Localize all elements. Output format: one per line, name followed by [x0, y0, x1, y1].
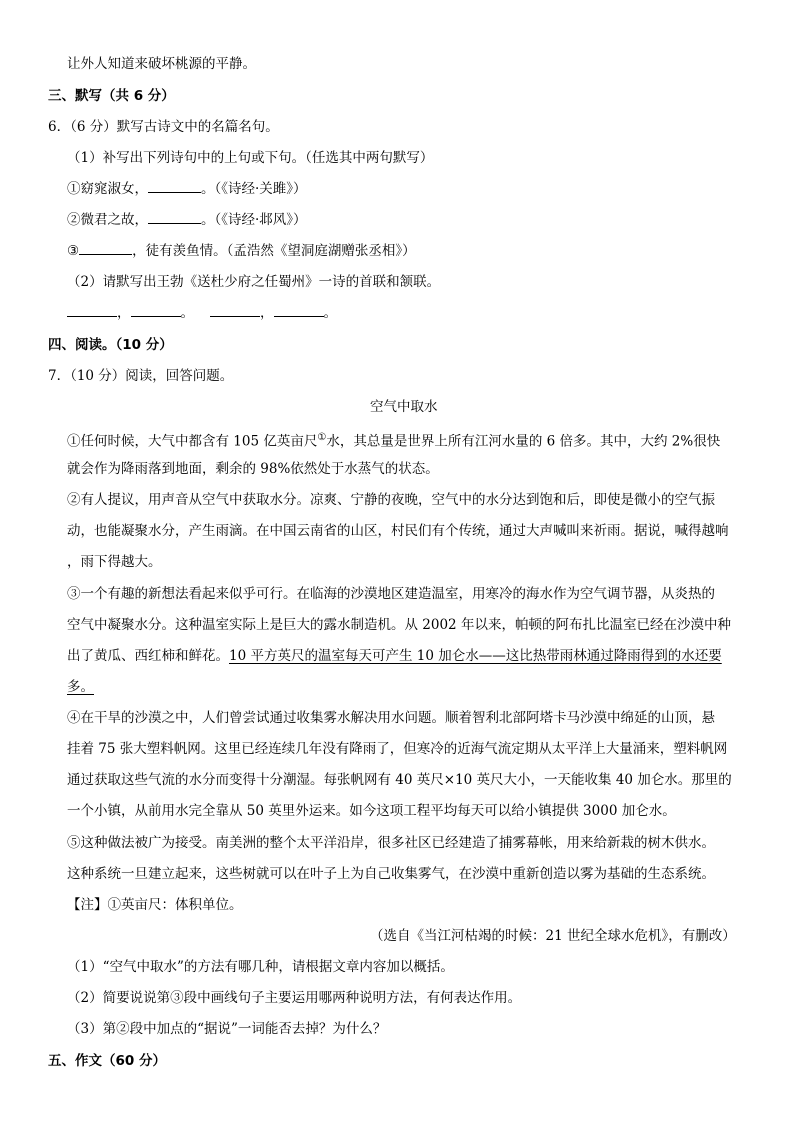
q6-sub1: （1）补写出下列诗句中的上句或下句。（任选其中两句默写）	[67, 150, 434, 166]
question-3: （3）第②段中加点的“据说”一词能否去掉？为什么？	[67, 1021, 387, 1037]
item2-pre: ②微君之故，	[67, 212, 148, 228]
period: 。	[323, 305, 337, 321]
p3-line3	[67, 647, 722, 665]
article-title: 空气中取水	[370, 399, 438, 415]
q6-item3	[67, 242, 416, 260]
answer-blank[interactable]	[148, 180, 201, 193]
p4-line2: 挂着 75 张大塑料帆网。这里已经连续几年没有降雨了，但寒冷的近海气流定期从太平洋上大量涌来，塑料帆网	[67, 741, 728, 757]
question-1: （1）“空气中取水”的方法有哪几种，请根据文章内容加以概括。	[67, 959, 454, 975]
p3-text: 出了黄瓜、西红柿和鲜花。	[67, 648, 229, 664]
question-2: （2）简要说说第③段中画线句子主要运用哪两种说明方法，有何表达作用。	[67, 990, 522, 1006]
item2-post: 。（《诗经·邶风》）	[201, 212, 307, 228]
p3-line4: 多。	[67, 679, 94, 695]
p5-line2: 这种系统一旦建立起来，这些树就可以在叶子上为自己收集雾气，在沙漠中重新创造以雾为基础的生态系统。	[67, 866, 715, 882]
item1-post: 。（《诗经·关雎》）	[201, 181, 307, 197]
underlined-sentence: 10 平方英尺的温室每天可产生 10 加仑水——这比热带雨林通过降雨得到的水还要	[229, 648, 722, 664]
answer-blank[interactable]	[148, 211, 201, 224]
answer-blank[interactable]	[274, 304, 324, 317]
answer-blank[interactable]	[67, 304, 117, 317]
p1-text-b: 水，其总量是世界上所有江河水量的 6 倍多。其中，大约 2%很快	[326, 433, 721, 450]
footnote-mark: ①	[317, 432, 327, 443]
p4-line3: 通过获取这些气流的水分而变得十分潮湿。每张帆网有 40 英尺×10 英尺大小，一天能收集 40 加仑水。那里的	[67, 772, 732, 788]
p1-text-a: ①任何时候，大气中都含有 105 亿英亩尺	[67, 433, 318, 450]
p3-line2: 空气中凝聚水分。这种温室实际上是巨大的露水制造机。从 2002 年以来，帕顿的阿布扎比温室已经在沙漠中种	[67, 617, 731, 633]
q6-item1	[67, 180, 307, 198]
q6-sub2: （2）请默写出王勃《送杜少府之任蜀州》一诗的首联和颔联。	[67, 274, 441, 290]
q6-stem: 6．（6 分）默写古诗文中的名篇名句。	[48, 119, 279, 135]
p4-line1: ④在干旱的沙漠之中，人们曾尝试通过收集雾水解决用水问题。顺着智利北部阿塔卡马沙漠中绵延的山顶，悬	[67, 710, 715, 726]
item3-pre: ③	[67, 243, 80, 259]
p1-line1	[67, 429, 720, 451]
section-3-title: 三、默写（共 6 分）	[48, 88, 175, 104]
p4-line4: 一个小镇，从前用水完全靠从 50 英里外运来。如今这项工程平均每天可以给小镇提供 3000 加仑水。	[67, 803, 676, 819]
section-4-title: 四、阅读。（10 分）	[48, 337, 173, 353]
answer-blank[interactable]	[79, 242, 132, 255]
footnote: 【注】①英亩尺：体积单位。	[67, 897, 243, 913]
comma: ，	[260, 305, 274, 321]
p1-line2: 就会作为降雨落到地面，剩余的 98%依然处于水蒸气的状态。	[67, 461, 439, 477]
item1-pre: ①窈窕淑女，	[67, 181, 148, 197]
q6-item2	[67, 211, 307, 229]
period: 。	[180, 305, 194, 321]
section-5-title: 五、作文（60 分）	[48, 1053, 166, 1069]
p2-line2: 动，也能凝聚水分，产生雨滴。在中国云南省的山区，村民们有个传统，通过大声喊叫来祈雨。据说，喊得越响	[67, 523, 729, 539]
q7-stem: 7．（10 分）阅读，回答问题。	[48, 368, 234, 384]
top-line: 让外人知道来破坏桃源的平静。	[67, 56, 256, 72]
q6-answer-lines	[67, 304, 337, 322]
answer-blank[interactable]	[131, 304, 181, 317]
item3-post: ，徒有羡鱼情。（孟浩然《望洞庭湖赠张丞相》）	[132, 243, 416, 259]
p5-line1: ⑤这种做法被广为接受。南美洲的整个太平洋沿岸，很多社区已经建造了捕雾幕帐，用来给新栽的树木供水。	[67, 835, 715, 851]
answer-blank[interactable]	[210, 304, 260, 317]
source-citation: （选自《当江河枯竭的时候：21 世纪全球水危机》，有删改）	[370, 928, 736, 944]
p3-line1: ③一个有趣的新想法看起来似乎可行。在临海的沙漠地区建造温室，用寒冷的海水作为空气调节器，从炎热的	[67, 586, 715, 602]
p2-line1: ②有人提议，用声音从空气中获取水分。凉爽、宁静的夜晚，空气中的水分达到饱和后，即使是微小的空气振	[67, 492, 715, 508]
comma: ，	[117, 305, 131, 321]
p2-line3: ，雨下得越大。	[67, 554, 162, 570]
